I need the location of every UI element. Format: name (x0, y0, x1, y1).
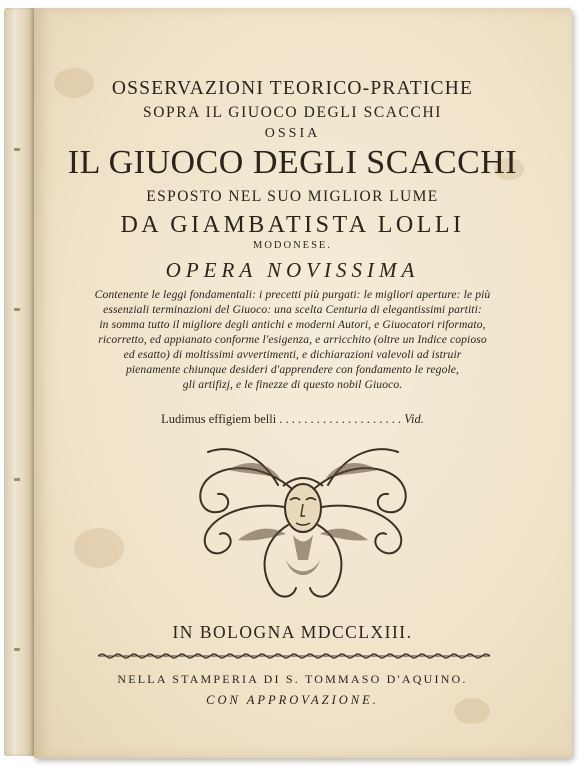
description-line: Contenente le leggi fondamentali: i precetti più purgati: le migliori aperture: le più (94, 288, 491, 301)
author-origin: MODONESE. (253, 240, 332, 251)
description-line: ricorretto, ed appianato conforme l'esigenza, e arricchito (oltre un Indice copioso (98, 333, 487, 346)
title-line-3: OSSIA (264, 126, 321, 141)
description-line: in somma tutto il migliore degli antichi e moderni Autori, e Giuocatori riformato, (99, 318, 486, 331)
motto (0, 412, 585, 427)
description-line: gli artifizj, e le finezze di questo nobil Giuoco. (182, 378, 403, 391)
foxing-spot (74, 528, 124, 568)
title-line-1: OSSERVAZIONI TEORICO-PRATICHE (111, 78, 474, 99)
approval-line: CON APPROVAZIONE. (206, 693, 379, 707)
description-line: pienamente chiunque desideri d'apprendere con fondamento le regole, (125, 363, 460, 376)
printer-line: NELLA STAMPERIA DI S. TOMMASO D'AQUINO. (117, 672, 468, 686)
description-line: essenziali terminazioni del Giuoco: una scelta Centuria di elegantissimi partiti: (103, 303, 482, 316)
grotesque-mask-ornament-icon (168, 430, 438, 610)
spine-stitch (14, 478, 20, 481)
printer-rule-ornament-icon (98, 652, 490, 660)
title-line-2: SOPRA IL GIUOCO DEGLI SCACCHI (142, 104, 442, 121)
author-line: DA GIAMBATISTA LOLLI (120, 212, 465, 238)
description-line: ed esatto) di moltissimi avvertimenti, e dichiarazioni valevoli ad istruir (123, 348, 462, 361)
motto-source: Vid. (404, 412, 424, 426)
spine-stitch (14, 648, 20, 651)
imprint-city: IN BOLOGNA MDCCLXIII. (172, 622, 413, 642)
main-title: IL GIUOCO DEGLI SCACCHI (67, 144, 518, 181)
work-label: OPERA NOVISSIMA (165, 258, 420, 282)
subtitle: ESPOSTO NEL SUO MIGLIOR LUME (146, 188, 439, 205)
motto-text: Ludimus effigiem belli . . . . . . . . . . . . . . . . . . . . (161, 412, 402, 426)
